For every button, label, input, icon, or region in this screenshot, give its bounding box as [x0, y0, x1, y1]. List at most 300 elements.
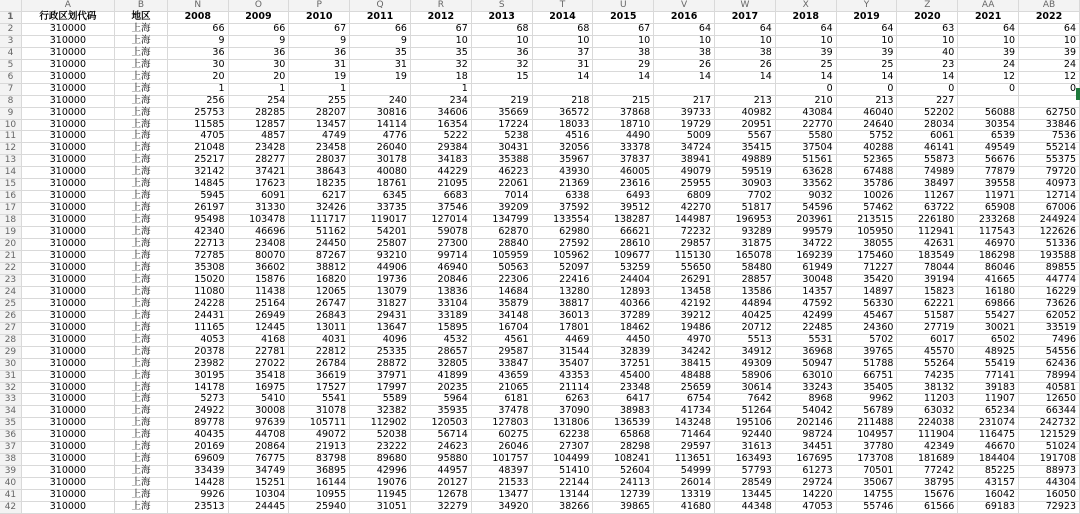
cell[interactable]: 12857 [228, 119, 289, 131]
column-header-w[interactable]: W [715, 0, 776, 11]
cell[interactable]: 33104 [410, 298, 471, 310]
column-header-u[interactable]: U [593, 0, 654, 11]
cell[interactable]: 49072 [289, 430, 350, 442]
cell[interactable]: 9 [168, 35, 228, 47]
cell[interactable]: 上海 [114, 71, 167, 83]
cell[interactable]: 16820 [289, 274, 350, 286]
cell[interactable]: 14 [897, 71, 958, 83]
cell[interactable]: 34920 [471, 502, 532, 514]
cell[interactable]: 上海 [114, 167, 167, 179]
cell[interactable]: 7642 [715, 394, 776, 406]
cell[interactable]: 62238 [532, 430, 593, 442]
column-header-v[interactable]: V [654, 0, 715, 11]
cell[interactable]: 54201 [350, 227, 411, 239]
cell[interactable]: 38941 [654, 155, 715, 167]
row-header[interactable]: 9 [0, 107, 21, 119]
cell[interactable]: 23408 [228, 239, 289, 251]
cell[interactable]: 17527 [289, 382, 350, 394]
cell[interactable]: 115130 [654, 251, 715, 263]
cell[interactable]: 9962 [836, 394, 897, 406]
cell[interactable]: 19 [289, 71, 350, 83]
cell[interactable]: 20712 [715, 322, 776, 334]
cell[interactable]: 25 [836, 59, 897, 71]
cell[interactable]: 14 [775, 71, 836, 83]
cell[interactable]: 5009 [654, 131, 715, 143]
cell[interactable]: 37289 [593, 310, 654, 322]
cell[interactable]: 134799 [471, 215, 532, 227]
cell[interactable]: 310000 [21, 239, 114, 251]
cell[interactable]: 183549 [897, 251, 958, 263]
cell[interactable]: 35786 [836, 179, 897, 191]
cell[interactable]: 36013 [532, 310, 593, 322]
cell[interactable]: 15020 [168, 274, 228, 286]
cell[interactable]: 63722 [897, 203, 958, 215]
cell[interactable]: 310000 [21, 262, 114, 274]
cell[interactable]: 36968 [775, 346, 836, 358]
cell[interactable]: 31 [289, 59, 350, 71]
cell[interactable]: 31078 [289, 406, 350, 418]
cell[interactable]: 40366 [593, 298, 654, 310]
row-header[interactable]: 29 [0, 346, 21, 358]
cell[interactable]: 51162 [289, 227, 350, 239]
cell[interactable]: 26784 [289, 358, 350, 370]
cell[interactable]: 44229 [410, 167, 471, 179]
cell[interactable]: 6217 [289, 191, 350, 203]
cell[interactable]: 61566 [897, 502, 958, 514]
cell[interactable]: 211488 [836, 418, 897, 430]
cell[interactable]: 35669 [471, 107, 532, 119]
cell[interactable]: 18710 [593, 119, 654, 131]
cell[interactable]: 34722 [775, 239, 836, 251]
cell[interactable]: 95880 [410, 454, 471, 466]
cell[interactable]: 35 [410, 47, 471, 59]
cell[interactable]: 38266 [532, 502, 593, 514]
cell[interactable]: 37971 [350, 370, 411, 382]
cell[interactable]: 31875 [715, 239, 776, 251]
cell[interactable]: 29597 [654, 442, 715, 454]
cell[interactable]: 39183 [958, 382, 1019, 394]
row-header[interactable]: 19 [0, 227, 21, 239]
header-cell[interactable]: 2022 [1019, 11, 1080, 23]
row-header[interactable]: 33 [0, 394, 21, 406]
cell[interactable]: 15676 [897, 490, 958, 502]
row-header[interactable]: 12 [0, 143, 21, 155]
cell[interactable]: 310000 [21, 203, 114, 215]
cell[interactable]: 上海 [114, 478, 167, 490]
cell[interactable]: 29587 [471, 346, 532, 358]
cell[interactable]: 51024 [1019, 442, 1080, 454]
cell[interactable]: 15 [471, 71, 532, 83]
cell[interactable]: 29724 [775, 478, 836, 490]
cell[interactable]: 40982 [715, 107, 776, 119]
cell[interactable]: 65908 [958, 203, 1019, 215]
cell[interactable]: 51587 [897, 310, 958, 322]
header-cell[interactable]: 2011 [350, 11, 411, 23]
cell[interactable]: 14114 [350, 119, 411, 131]
cell[interactable]: 7496 [1019, 334, 1080, 346]
cell[interactable]: 47053 [775, 502, 836, 514]
row-header[interactable]: 5 [0, 59, 21, 71]
cell[interactable]: 310000 [21, 143, 114, 155]
cell[interactable]: 105950 [836, 227, 897, 239]
cell[interactable]: 34183 [410, 155, 471, 167]
cell[interactable]: 24 [958, 59, 1019, 71]
cell[interactable]: 21095 [410, 179, 471, 191]
cell[interactable]: 310000 [21, 406, 114, 418]
cell[interactable]: 24 [1019, 59, 1080, 71]
cell[interactable]: 193588 [1019, 251, 1080, 263]
cell[interactable]: 33189 [410, 310, 471, 322]
header-cell[interactable]: 2016 [654, 11, 715, 23]
cell[interactable]: 38983 [593, 406, 654, 418]
cell[interactable]: 1 [168, 83, 228, 95]
cell[interactable]: 上海 [114, 466, 167, 478]
cell[interactable]: 33846 [1019, 119, 1080, 131]
cell[interactable]: 310000 [21, 286, 114, 298]
cell[interactable]: 10 [836, 35, 897, 47]
row-header[interactable]: 30 [0, 358, 21, 370]
cell[interactable]: 202146 [775, 418, 836, 430]
cell[interactable]: 上海 [114, 406, 167, 418]
cell[interactable]: 6263 [532, 394, 593, 406]
cell[interactable]: 63032 [897, 406, 958, 418]
row-header[interactable]: 7 [0, 83, 21, 95]
cell[interactable]: 35405 [836, 382, 897, 394]
cell[interactable]: 23222 [350, 442, 411, 454]
cell[interactable]: 5589 [350, 394, 411, 406]
cell[interactable]: 上海 [114, 83, 167, 95]
cell[interactable]: 36 [228, 47, 289, 59]
cell[interactable]: 上海 [114, 322, 167, 334]
cell[interactable]: 30021 [958, 322, 1019, 334]
cell[interactable]: 36895 [289, 466, 350, 478]
cell[interactable]: 12739 [593, 490, 654, 502]
cell[interactable]: 19076 [350, 478, 411, 490]
cell[interactable]: 10026 [836, 191, 897, 203]
cell[interactable]: 83798 [289, 454, 350, 466]
cell[interactable]: 4970 [654, 334, 715, 346]
cell[interactable]: 12 [958, 71, 1019, 83]
column-header-o[interactable]: O [228, 0, 289, 11]
cell[interactable]: 16975 [228, 382, 289, 394]
cell[interactable]: 46696 [228, 227, 289, 239]
cell[interactable]: 48488 [654, 370, 715, 382]
cell[interactable]: 0 [1019, 83, 1080, 95]
cell[interactable]: 45570 [897, 346, 958, 358]
cell[interactable]: 37504 [775, 143, 836, 155]
header-cell[interactable]: 行政区划代码 [21, 11, 114, 23]
cell[interactable]: 65234 [958, 406, 1019, 418]
cell[interactable]: 25 [775, 59, 836, 71]
cell[interactable]: 上海 [114, 179, 167, 191]
cell[interactable]: 46670 [958, 442, 1019, 454]
cell[interactable]: 1 [410, 83, 471, 95]
cell[interactable]: 44894 [715, 298, 776, 310]
cell[interactable]: 310000 [21, 23, 114, 35]
cell[interactable]: 310000 [21, 167, 114, 179]
cell[interactable]: 6091 [228, 191, 289, 203]
row-header[interactable]: 11 [0, 131, 21, 143]
cell[interactable]: 59078 [410, 227, 471, 239]
cell[interactable]: 上海 [114, 23, 167, 35]
cell[interactable]: 23458 [289, 143, 350, 155]
cell[interactable]: 32279 [410, 502, 471, 514]
cell[interactable]: 10 [1019, 35, 1080, 47]
cell[interactable]: 43930 [532, 167, 593, 179]
cell[interactable]: 52604 [593, 466, 654, 478]
cell[interactable]: 4776 [350, 131, 411, 143]
cell[interactable]: 173708 [836, 454, 897, 466]
cell[interactable]: 38 [654, 47, 715, 59]
cell[interactable]: 310000 [21, 334, 114, 346]
cell[interactable]: 50947 [775, 358, 836, 370]
cell[interactable]: 11267 [897, 191, 958, 203]
cell[interactable]: 14 [532, 71, 593, 83]
cell[interactable]: 310000 [21, 35, 114, 47]
cell[interactable]: 113651 [654, 454, 715, 466]
cell[interactable]: 43157 [958, 478, 1019, 490]
cell[interactable]: 104957 [836, 430, 897, 442]
cell[interactable]: 6539 [958, 131, 1019, 143]
cell[interactable]: 13647 [350, 322, 411, 334]
cell[interactable]: 63010 [775, 370, 836, 382]
cell[interactable]: 30178 [350, 155, 411, 167]
cell[interactable]: 38497 [897, 179, 958, 191]
cell[interactable]: 9032 [775, 191, 836, 203]
cell[interactable]: 5567 [715, 131, 776, 143]
cell[interactable]: 310000 [21, 490, 114, 502]
cell[interactable]: 28298 [593, 442, 654, 454]
cell[interactable]: 24404 [593, 274, 654, 286]
cell[interactable]: 1 [289, 83, 350, 95]
header-cell[interactable]: 2010 [289, 11, 350, 23]
cell[interactable]: 上海 [114, 418, 167, 430]
cell[interactable]: 67006 [1019, 203, 1080, 215]
cell[interactable]: 38415 [654, 358, 715, 370]
cell[interactable]: 14755 [836, 490, 897, 502]
cell[interactable]: 11438 [228, 286, 289, 298]
cell[interactable]: 15251 [228, 478, 289, 490]
cell[interactable]: 上海 [114, 490, 167, 502]
cell[interactable]: 18 [410, 71, 471, 83]
cell[interactable]: 34749 [228, 466, 289, 478]
cell[interactable]: 55419 [958, 358, 1019, 370]
cell[interactable]: 13079 [350, 286, 411, 298]
row-header[interactable]: 37 [0, 442, 21, 454]
cell[interactable]: 310000 [21, 310, 114, 322]
cell[interactable]: 24228 [168, 298, 228, 310]
cell[interactable]: 17224 [471, 119, 532, 131]
cell[interactable]: 72232 [654, 227, 715, 239]
cell[interactable]: 5702 [836, 334, 897, 346]
cell[interactable]: 55427 [958, 310, 1019, 322]
cell[interactable]: 58480 [715, 262, 776, 274]
cell[interactable]: 116475 [958, 430, 1019, 442]
cell[interactable]: 86046 [958, 262, 1019, 274]
cell[interactable]: 26014 [654, 478, 715, 490]
cell[interactable]: 66 [350, 23, 411, 35]
cell[interactable]: 5580 [775, 131, 836, 143]
cell[interactable]: 上海 [114, 155, 167, 167]
cell[interactable]: 62436 [1019, 358, 1080, 370]
cell[interactable]: 34912 [715, 346, 776, 358]
column-header-aa[interactable]: AA [958, 0, 1019, 11]
cell[interactable]: 10955 [289, 490, 350, 502]
cell[interactable]: 31544 [532, 346, 593, 358]
cell[interactable]: 28657 [410, 346, 471, 358]
cell[interactable]: 34606 [410, 107, 471, 119]
cell[interactable]: 53259 [593, 262, 654, 274]
cell[interactable]: 6809 [654, 191, 715, 203]
column-header-a[interactable]: A [21, 0, 114, 11]
cell[interactable]: 16042 [958, 490, 1019, 502]
cell[interactable]: 9 [289, 35, 350, 47]
cell[interactable]: 58906 [715, 370, 776, 382]
row-header[interactable]: 4 [0, 47, 21, 59]
row-header[interactable]: 39 [0, 466, 21, 478]
cell[interactable]: 31 [532, 59, 593, 71]
cell[interactable]: 34724 [654, 143, 715, 155]
cell[interactable]: 30903 [715, 179, 776, 191]
cell[interactable]: 4857 [228, 131, 289, 143]
column-header-b[interactable]: B [114, 0, 167, 11]
cell[interactable]: 14357 [775, 286, 836, 298]
cell[interactable]: 215 [593, 95, 654, 107]
cell[interactable]: 26843 [289, 310, 350, 322]
cell[interactable]: 43353 [532, 370, 593, 382]
cell[interactable]: 38 [593, 47, 654, 59]
cell[interactable]: 20127 [410, 478, 471, 490]
cell[interactable]: 5513 [715, 334, 776, 346]
cell[interactable]: 43659 [471, 370, 532, 382]
cell[interactable]: 310000 [21, 358, 114, 370]
cell[interactable]: 32142 [168, 167, 228, 179]
cell[interactable]: 27307 [532, 442, 593, 454]
cell[interactable]: 24360 [836, 322, 897, 334]
cell[interactable]: 39765 [836, 346, 897, 358]
cell[interactable]: 37837 [593, 155, 654, 167]
cell[interactable]: 33243 [775, 382, 836, 394]
cell[interactable]: 26040 [350, 143, 411, 155]
cell[interactable]: 119017 [350, 215, 411, 227]
cell[interactable]: 上海 [114, 346, 167, 358]
cell[interactable]: 242732 [1019, 418, 1080, 430]
header-cell[interactable]: 2009 [228, 11, 289, 23]
cell[interactable]: 18033 [532, 119, 593, 131]
cell[interactable]: 117543 [958, 227, 1019, 239]
cell[interactable]: 30354 [958, 119, 1019, 131]
cell[interactable]: 5945 [168, 191, 228, 203]
cell[interactable]: 10 [471, 35, 532, 47]
cell[interactable]: 上海 [114, 95, 167, 107]
cell[interactable] [715, 83, 776, 95]
cell[interactable]: 68 [471, 23, 532, 35]
cell[interactable]: 120503 [410, 418, 471, 430]
cell[interactable]: 310000 [21, 382, 114, 394]
row-header[interactable]: 15 [0, 179, 21, 191]
cell[interactable]: 26949 [228, 310, 289, 322]
cell[interactable]: 46223 [471, 167, 532, 179]
cell[interactable]: 上海 [114, 442, 167, 454]
cell[interactable]: 上海 [114, 203, 167, 215]
cell[interactable]: 4168 [228, 334, 289, 346]
cell[interactable]: 19729 [654, 119, 715, 131]
cell[interactable]: 217 [654, 95, 715, 107]
cell[interactable]: 46005 [593, 167, 654, 179]
cell[interactable]: 34451 [775, 442, 836, 454]
row-header[interactable]: 25 [0, 298, 21, 310]
header-cell[interactable]: 2021 [958, 11, 1019, 23]
cell[interactable]: 42499 [775, 310, 836, 322]
cell[interactable]: 7014 [471, 191, 532, 203]
cell[interactable]: 9 [228, 35, 289, 47]
header-cell[interactable]: 2013 [471, 11, 532, 23]
cell[interactable]: 4053 [168, 334, 228, 346]
cell[interactable]: 77242 [897, 466, 958, 478]
cell[interactable]: 66 [168, 23, 228, 35]
cell[interactable]: 19 [350, 71, 411, 83]
cell[interactable]: 11907 [958, 394, 1019, 406]
cell[interactable]: 17801 [532, 322, 593, 334]
column-header-t[interactable]: T [532, 0, 593, 11]
cell[interactable]: 38055 [836, 239, 897, 251]
cell[interactable]: 52097 [532, 262, 593, 274]
cell[interactable]: 70501 [836, 466, 897, 478]
cell[interactable]: 138287 [593, 215, 654, 227]
cell[interactable]: 10 [532, 35, 593, 47]
cell[interactable]: 219 [471, 95, 532, 107]
cell[interactable]: 32 [410, 59, 471, 71]
cell[interactable]: 14 [836, 71, 897, 83]
cell[interactable]: 30 [228, 59, 289, 71]
cell[interactable]: 12 [1019, 71, 1080, 83]
cell[interactable]: 37780 [836, 442, 897, 454]
cell[interactable]: 37478 [471, 406, 532, 418]
cell[interactable]: 7702 [715, 191, 776, 203]
cell[interactable]: 32426 [289, 203, 350, 215]
cell[interactable]: 29 [593, 59, 654, 71]
cell[interactable]: 77141 [958, 370, 1019, 382]
cell[interactable]: 20169 [168, 442, 228, 454]
cell[interactable]: 186298 [958, 251, 1019, 263]
row-header[interactable]: 21 [0, 251, 21, 263]
cell[interactable]: 5541 [289, 394, 350, 406]
header-cell[interactable]: 2017 [715, 11, 776, 23]
cell[interactable]: 105959 [471, 251, 532, 263]
cell[interactable]: 16354 [410, 119, 471, 131]
cell[interactable]: 195106 [715, 418, 776, 430]
cell[interactable]: 234 [410, 95, 471, 107]
cell[interactable]: 233268 [958, 215, 1019, 227]
cell[interactable]: 55873 [897, 155, 958, 167]
cell[interactable]: 144987 [654, 215, 715, 227]
cell[interactable]: 59519 [715, 167, 776, 179]
column-header-p[interactable]: P [289, 0, 350, 11]
header-cell[interactable]: 2008 [168, 11, 228, 23]
cell[interactable]: 49889 [715, 155, 776, 167]
cell[interactable]: 66751 [836, 370, 897, 382]
cell[interactable]: 上海 [114, 334, 167, 346]
cell[interactable]: 44957 [410, 466, 471, 478]
cell[interactable]: 51561 [775, 155, 836, 167]
cell[interactable]: 11585 [168, 119, 228, 131]
cell[interactable]: 310000 [21, 179, 114, 191]
cell[interactable]: 5222 [410, 131, 471, 143]
cell[interactable]: 40 [897, 47, 958, 59]
cell[interactable]: 78044 [897, 262, 958, 274]
row-header[interactable]: 27 [0, 322, 21, 334]
cell[interactable]: 310000 [21, 430, 114, 442]
